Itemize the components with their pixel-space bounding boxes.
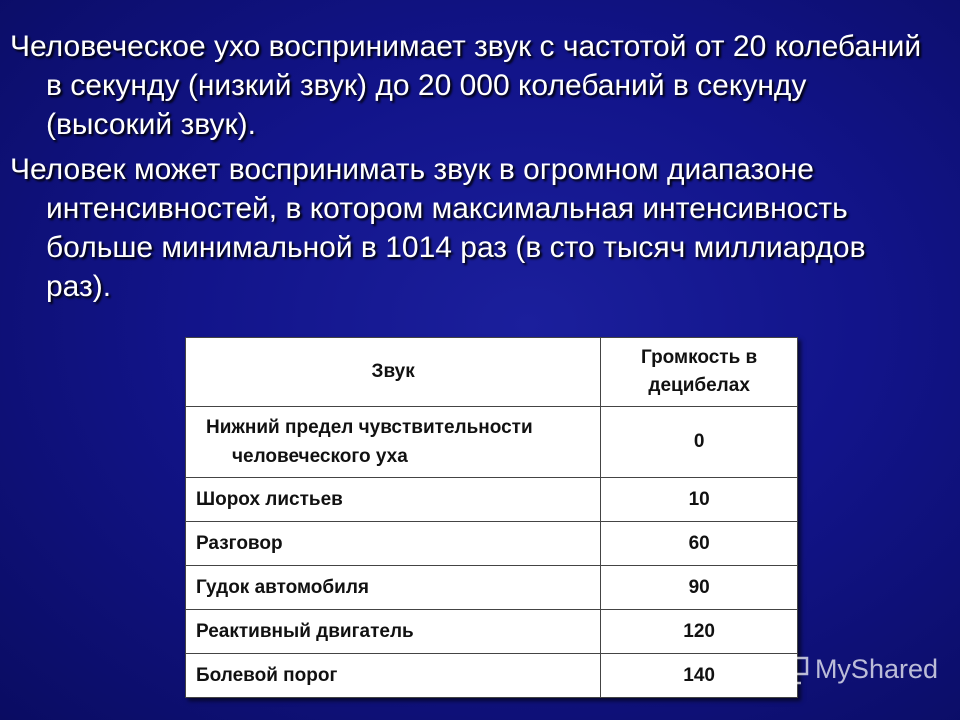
row-db: 0: [601, 407, 798, 478]
paragraph-intensity: Человек может воспринимать звук в огромном диапазоне интенсивностей, в котором максимальная интенсивность больше минимальной в 1014 раз (в сто тысяч миллиардов раз).: [10, 153, 866, 303]
table-row: [186, 478, 798, 522]
paragraph-frequency: Человеческое ухо воспринимает звук с частотой от 20 колебаний в секунду (низкий звук) до 20 000 колебаний в секунду (высокий звук).: [10, 30, 922, 141]
row-sound: Нижний предел чувствительности человеческого уха: [206, 417, 533, 467]
watermark: [781, 654, 938, 685]
table-row: [186, 522, 798, 566]
header-decibels: Громкость в децибелах: [601, 338, 798, 407]
table-row: [186, 407, 798, 478]
presentation-icon: [781, 655, 809, 685]
table-header-row: [186, 338, 798, 407]
row-db: 90: [601, 566, 798, 610]
loudness-table: [185, 337, 798, 698]
row-db: 140: [601, 654, 798, 698]
row-sound: Разговор: [186, 522, 601, 566]
row-sound: Болевой порог: [186, 654, 601, 698]
watermark-text: MyShared: [814, 654, 938, 684]
row-db: 60: [601, 522, 798, 566]
header-sound: Звук: [186, 338, 601, 407]
row-db: 120: [601, 610, 798, 654]
table-row: [186, 566, 798, 610]
row-sound: Гудок автомобиля: [186, 566, 601, 610]
row-sound: Шорох листьев: [186, 478, 601, 522]
row-sound: Реактивный двигатель: [186, 610, 601, 654]
table-row: [186, 654, 798, 698]
table-row: [186, 610, 798, 654]
row-db: 10: [601, 478, 798, 522]
